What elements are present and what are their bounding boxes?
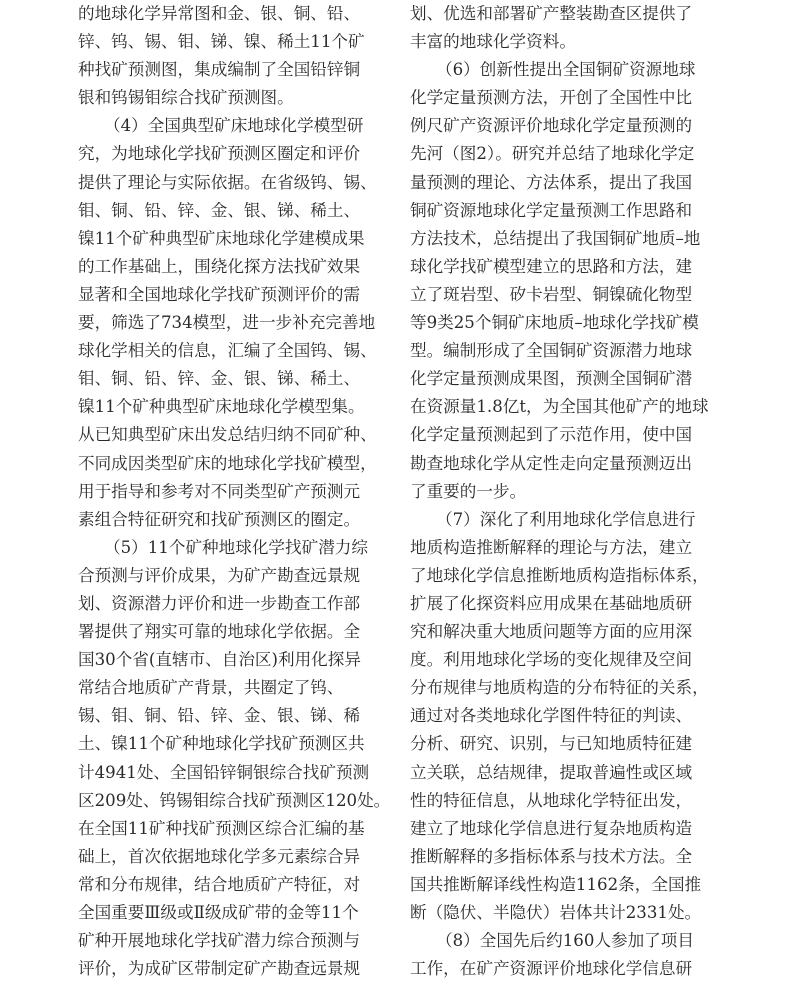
text-line: 素组合特征研究和找矿预测区的圈定。 [78, 509, 361, 529]
paragraph-5-start: （5）11个矿种地球化学找矿潜力综 [104, 537, 368, 557]
text-line: 工作，在矿产资源评价地球化学信息研 [410, 959, 693, 979]
text-line: 银和钨锡钼综合找矿预测图。 [78, 88, 294, 108]
text-line: 究，为地球化学找矿预测区圈定和评价 [78, 144, 361, 164]
text-line: 土、镍11个矿种地球化学找矿预测区共 [78, 734, 365, 754]
paragraph-6-start: （6）创新性提出全国铜矿资源地球 [436, 60, 696, 80]
left-text-column [78, 0, 391, 983]
text-line: 了重要的一步。 [410, 481, 527, 501]
text-line: 地质构造推断解释的理论与方法，建立 [410, 537, 693, 557]
text-line: 建立了地球化学信息进行复杂地质构造 [410, 818, 693, 838]
text-line: 推断解释的多指标体系与技术方法。全 [410, 846, 693, 866]
text-line: 球化学相关的信息，汇编了全国钨、锡、 [78, 341, 377, 361]
text-line: 的地球化学异常图和金、银、铜、铅、 [78, 4, 361, 23]
text-line: 种找矿预测图，集成编制了全国铅锌铜 [78, 60, 361, 80]
text-line: 丰富的地球化学资料。 [410, 32, 576, 52]
text-line: 镍11个矿种典型矿床地球化学建模成果 [78, 228, 365, 248]
text-line: 锌、钨、锡、钼、锑、镍、稀土11个矿 [78, 32, 365, 52]
text-line: 国30个省(直辖市、自治区)利用化探异 [78, 650, 361, 670]
text-line: 化学定量预测起到了示范作用，使中国 [410, 425, 693, 445]
text-line: 化学定量预测成果图，预测全国铜矿潜 [410, 369, 693, 389]
text-line: 分布规律与地质构造的分布特征的关系， [410, 678, 709, 698]
text-line: 常和分布规律，结合地质矿产特征，对 [78, 874, 361, 894]
right-text-column [410, 0, 710, 983]
text-line: 性的特征信息，从地球化学特征出发， [410, 790, 693, 810]
text-line: 钼、铜、铅、锌、金、银、锑、稀土、 [78, 369, 361, 389]
text-line: 通过对各类地球化学图件特征的判读、 [410, 706, 693, 726]
text-line: 镍11个矿种典型矿床地球化学模型集。 [78, 397, 365, 417]
text-line: 显著和全国地球化学找矿预测评价的需 [78, 284, 361, 304]
text-line: 球化学找矿模型建立的思路和方法，建 [410, 256, 693, 276]
text-line: 划、资源潜力评价和进一步勘查工作部 [78, 593, 361, 613]
text-line: 立关联，总结规律，提取普遍性或区域 [410, 762, 693, 782]
text-line: 区209处、钨锡钼综合找矿预测区120处。 [78, 790, 391, 810]
text-line: 在全国11矿种找矿预测区综合汇编的基 [78, 818, 365, 838]
text-line: 的工作基础上，围绕化探方法找矿效果 [78, 256, 361, 276]
text-line: 划、优选和部署矿产整装勘查区提供了 [410, 4, 693, 23]
text-line: 先河（图2）。研究并总结了地球化学定 [410, 144, 695, 164]
text-line: 从已知典型矿床出发总结归纳不同矿种、 [78, 425, 377, 445]
text-line: 扩展了化探资料应用成果在基础地质研 [410, 593, 693, 613]
text-line: 断（隐伏、半隐伏）岩体共计2331处。 [410, 903, 702, 922]
text-line: 常结合地质矿产背景，共圈定了钨、 [78, 678, 344, 698]
text-line: 评价，为成矿区带制定矿产勘查远景规 [78, 959, 361, 979]
text-line: 钼、铜、铅、锌、金、银、锑、稀土、 [78, 200, 361, 220]
text-line: 提供了理论与实际依据。在省级钨、锡、 [78, 172, 377, 192]
text-line: 型。编制形成了全国铜矿资源潜力地球 [410, 341, 693, 361]
text-line: 矿种开展地球化学找矿潜力综合预测与 [78, 931, 361, 951]
text-line: 计4941处、全国铅锌铜银综合找矿预测 [78, 762, 370, 782]
text-line: 例尺矿产资源评价地球化学定量预测的 [410, 116, 693, 136]
paragraph-7-start: （7）深化了利用地球化学信息进行 [436, 509, 696, 529]
text-line: 了地球化学信息推断地质构造指标体系， [410, 565, 709, 585]
text-line: 础上，首次依据地球化学多元素综合异 [78, 846, 361, 866]
text-line: 合预测与评价成果，为矿产勘查远景规 [78, 565, 361, 585]
text-line: 锡、钼、铜、铅、锌、金、银、锑、稀 [78, 706, 361, 726]
text-line: 国共推断解译线性构造1162条，全国推 [410, 874, 702, 894]
text-line: 等9类25个铜矿床地质–地球化学找矿模 [410, 313, 699, 333]
text-line: 度。利用地球化学场的变化规律及空间 [410, 650, 693, 670]
paragraph-8-start: （8）全国先后约160人参加了项目 [436, 931, 694, 951]
text-line: 分析、研究、识别，与已知地质特征建 [410, 734, 693, 754]
text-line: 全国重要Ⅲ级或Ⅱ级成矿带的金等11个 [78, 903, 359, 922]
text-line: 要，筛选了734模型，进一步补充完善地 [78, 313, 376, 333]
text-line: 在资源量1.8亿t，为全国其他矿产的地球 [410, 397, 709, 417]
text-line: 署提供了翔实可靠的地球化学依据。全 [78, 622, 361, 642]
paragraph-4-start: （4）全国典型矿床地球化学模型研 [104, 116, 364, 136]
text-line: 化学定量预测方法，开创了全国性中比 [410, 88, 693, 108]
text-line: 铜矿资源地球化学定量预测工作思路和 [410, 200, 693, 220]
text-line: 方法技术，总结提出了我国铜矿地质–地 [410, 228, 701, 248]
text-line: 立了斑岩型、矽卡岩型、铜镍硫化物型 [410, 284, 693, 304]
text-line: 究和解决重大地质问题等方面的应用深 [410, 622, 693, 642]
text-line: 量预测的理论、方法体系，提出了我国 [410, 172, 693, 192]
text-line: 不同成因类型矿床的地球化学找矿模型， [78, 453, 377, 473]
text-line: 勘查地球化学从定性走向定量预测迈出 [410, 453, 693, 473]
text-line: 用于指导和参考对不同类型矿产预测元 [78, 481, 361, 501]
